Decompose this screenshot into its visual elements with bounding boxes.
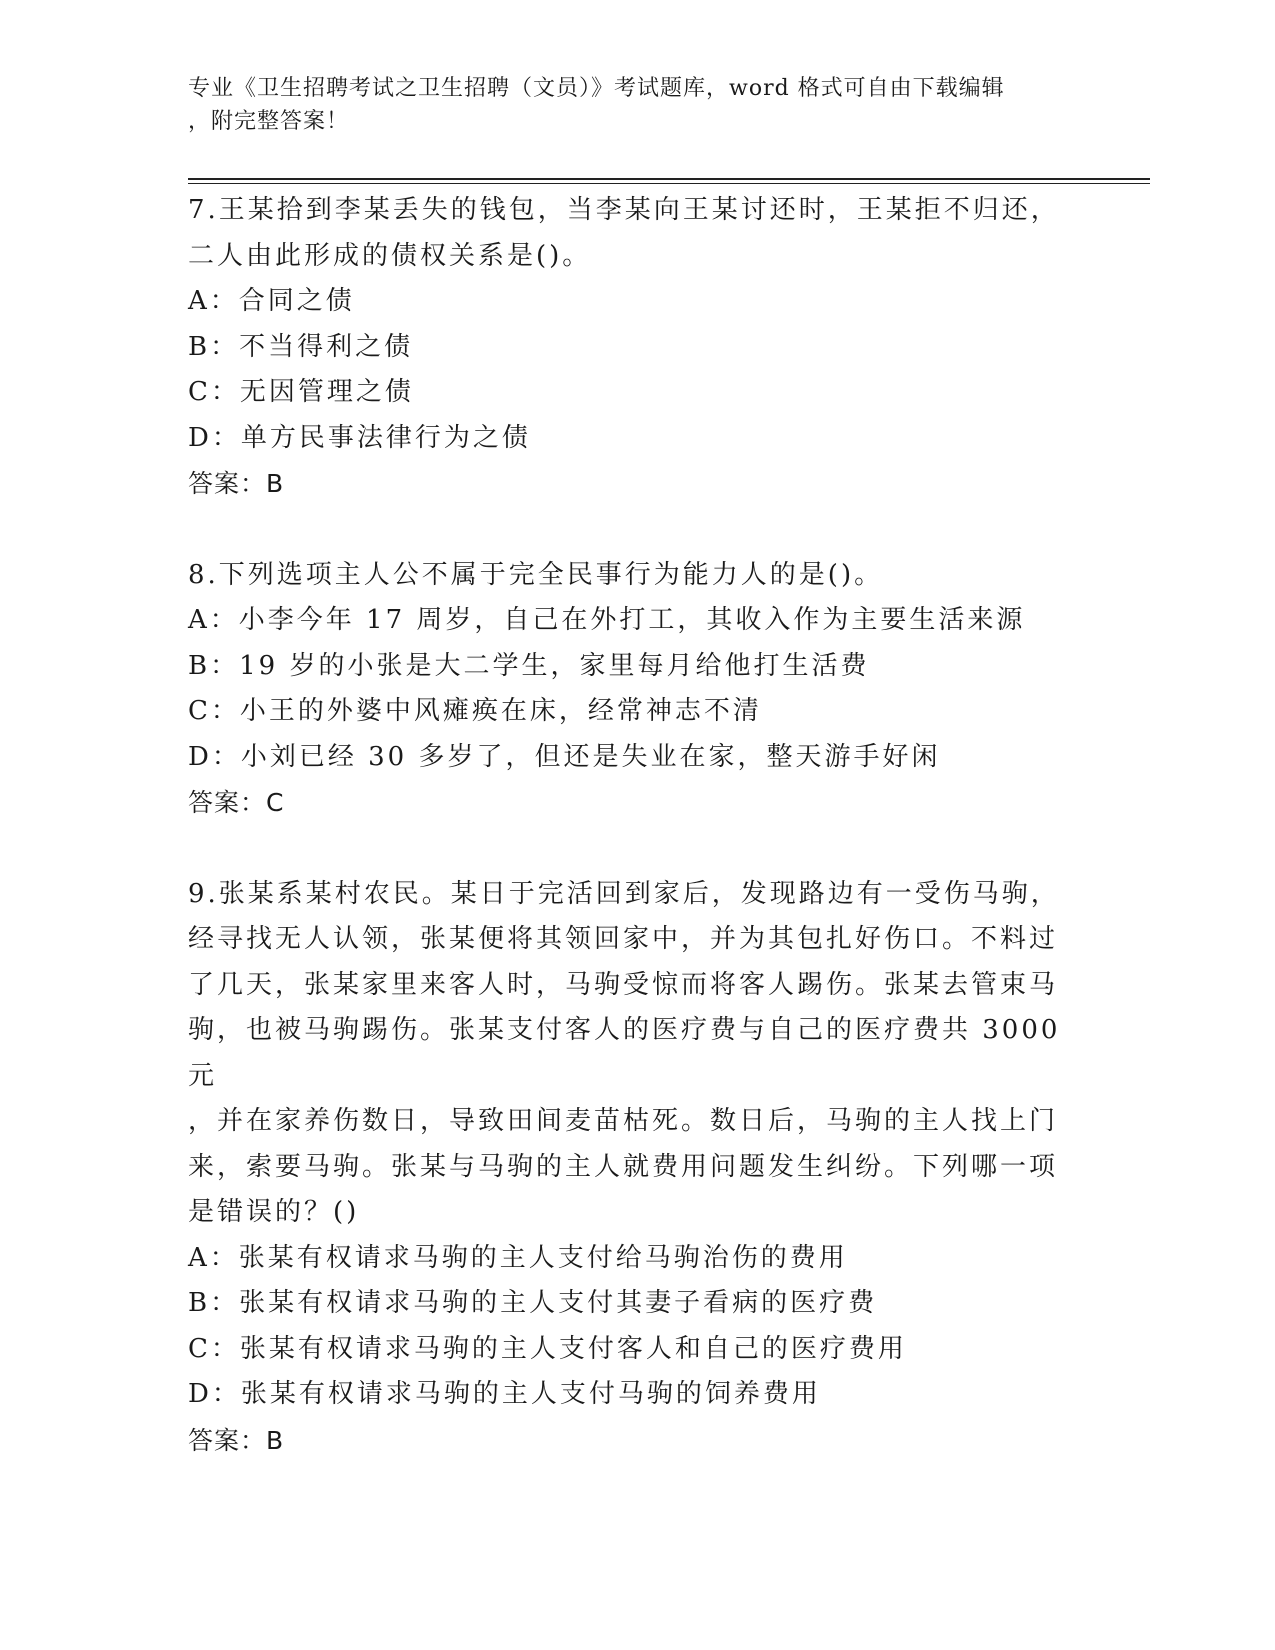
answer-label: 答案：B: [188, 1425, 285, 1455]
option-d: D：小刘已经 30 多岁了，但还是失业在家，整天游手好闲: [188, 741, 941, 772]
question-stem-line: 7.王某拾到李某丢失的钱包，当李某向王某讨还时，王某拒不归还，: [188, 195, 1060, 225]
question-9: [188, 872, 1088, 1464]
question-stem-line: 8.下列选项主人公不属于完全民事行为能力人的是()。: [188, 559, 884, 590]
question-stem-line: 了几天，张某家里来客人时，马驹受惊而将客人踢伤。张某去管束马: [188, 969, 1059, 1000]
option-a: A：小李今年 17 周岁，自己在外打工，其收入作为主要生活来源: [188, 605, 1026, 635]
question-stem-line: 驹，也被马驹踢伤。张某支付客人的医疗费与自己的医疗费共 3000 元: [188, 1015, 1061, 1091]
question-stem-line: 9.张某系某村农民。某日于完活回到家后，发现路边有一受伤马驹，: [188, 878, 1060, 909]
option-c: C：张某有权请求马驹的主人支付客人和自己的医疗费用: [188, 1333, 907, 1364]
question-list: [188, 188, 1088, 1463]
document-header: [188, 72, 1068, 138]
option-d: D：单方民事法律行为之债: [188, 422, 531, 453]
header-divider-thin: [188, 183, 1150, 184]
answer-label: 答案：B: [188, 469, 285, 498]
option-b: B：张某有权请求马驹的主人支付其妻子看病的医疗费: [188, 1288, 878, 1318]
question-7: [188, 188, 1088, 507]
question-stem-line: 是错误的？(): [188, 1197, 360, 1227]
option-c: C：无因管理之债: [188, 377, 414, 407]
question-stem-line: ，并在家养伤数日，导致田间麦苗枯死。数日后，马驹的主人找上门: [188, 1106, 1059, 1136]
question-stem-line: 经寻找无人认领，张某便将其领回家中，并为其包扎好伤口。不料过: [188, 924, 1059, 954]
question-8: [188, 553, 1088, 826]
option-b: B：19 岁的小张是大二学生，家里每月给他打生活费: [188, 650, 870, 681]
header-divider-thick: [188, 178, 1150, 180]
option-a: A：张某有权请求马驹的主人支付给马驹治伤的费用: [188, 1242, 848, 1273]
header-line-2: ，附完整答案！: [188, 109, 350, 134]
option-d: D：张某有权请求马驹的主人支付马驹的饲养费用: [188, 1379, 821, 1409]
option-b: B：不当得利之债: [188, 331, 414, 362]
option-a: A：合同之债: [188, 286, 355, 316]
option-c: C：小王的外婆中风瘫痪在床，经常神志不清: [188, 696, 762, 726]
answer-label: 答案：C: [188, 788, 285, 817]
question-stem-line: 二人由此形成的债权关系是()。: [188, 240, 592, 271]
header-line-1: 专业《卫生招聘考试之卫生招聘（文员）》考试题库，word 格式可自由下载编辑: [188, 76, 1005, 101]
question-stem-line: 来，索要马驹。张某与马驹的主人就费用问题发生纠纷。下列哪一项: [188, 1151, 1059, 1182]
